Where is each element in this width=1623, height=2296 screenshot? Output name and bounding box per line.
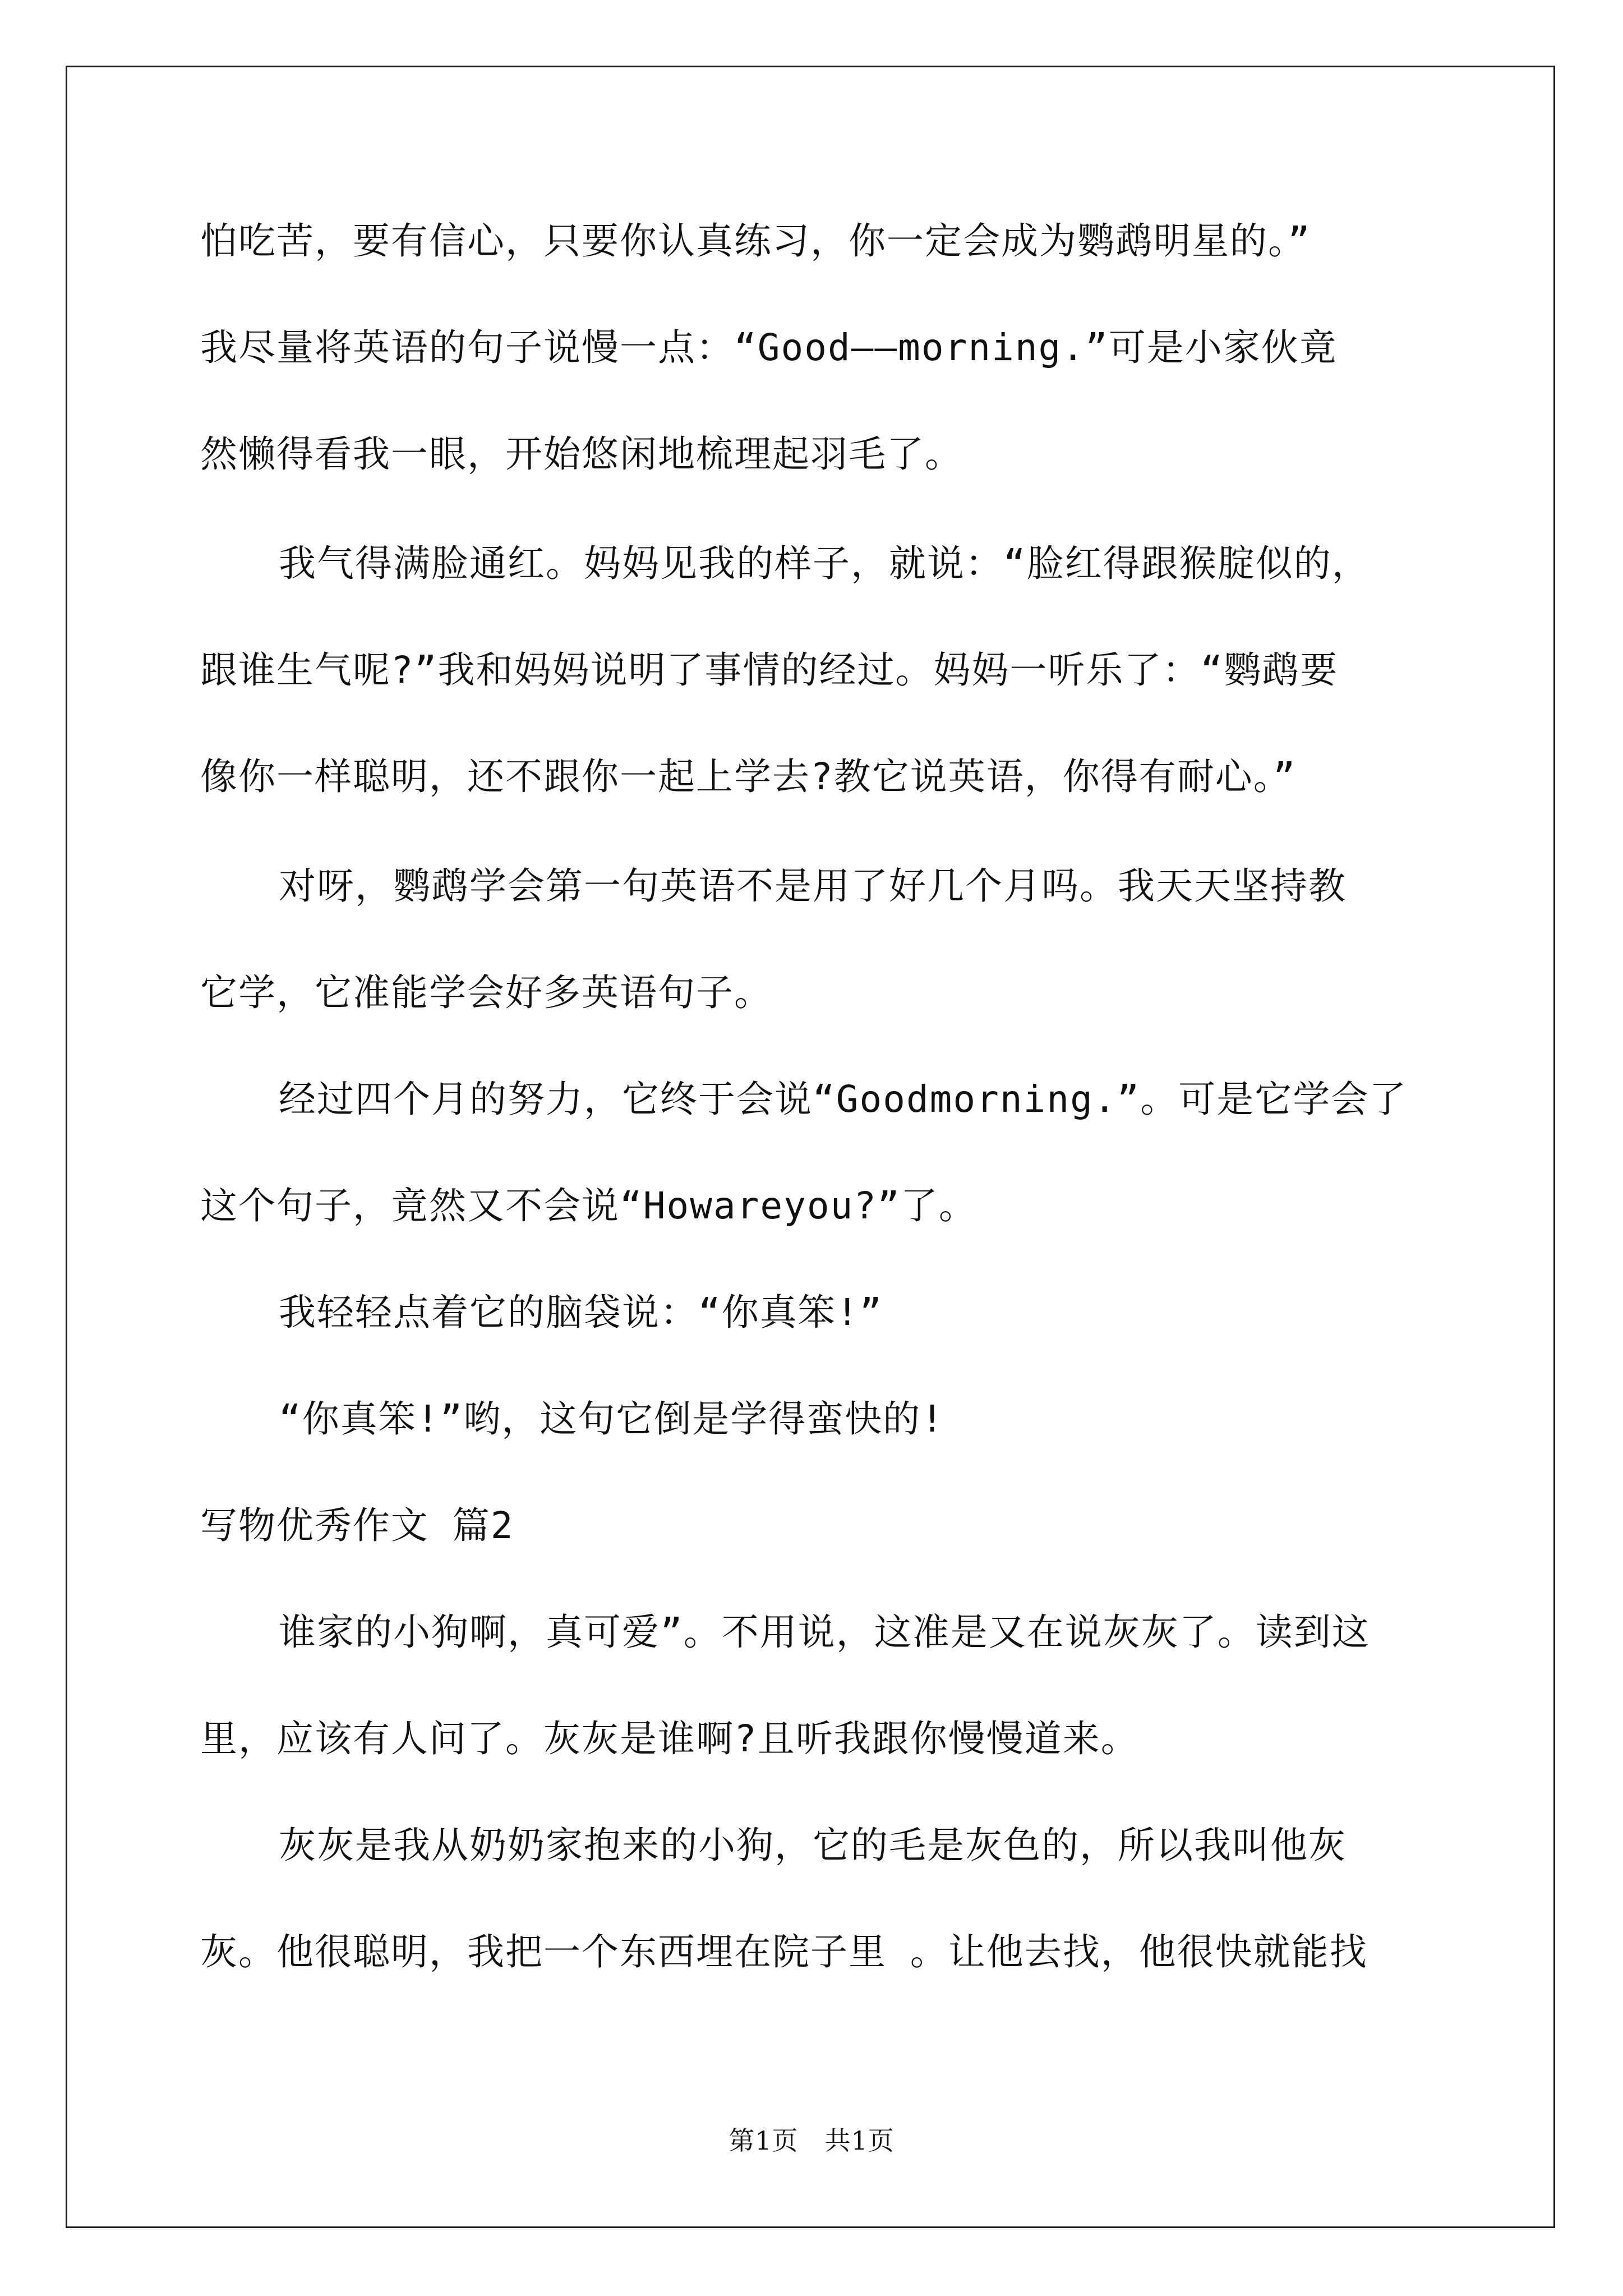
paragraph-line: 写物优秀作文 篇2 xyxy=(200,1504,514,1547)
paragraph-line: 对呀，鹦鹉学会第一句英语不是用了好几个月吗。我天天坚持教 xyxy=(279,864,1347,908)
page-total: 共1页 xyxy=(824,2125,895,2156)
paragraph-line: 怕吃苦，要有信心，只要你认真练习，你一定会成为鹦鹉明星的。” xyxy=(200,219,1311,263)
paragraph-line: 这个句子，竟然又不会说“Howareyou?”了。 xyxy=(200,1184,977,1227)
paragraph-line: 它学，它准能学会好多英语句子。 xyxy=(200,971,772,1014)
page-footer xyxy=(0,2120,1623,2157)
page-number: 第1页 xyxy=(728,2125,799,2156)
page-border xyxy=(66,66,1555,2228)
paragraph-line: 谁家的小狗啊，真可爱”。不用说，这准是又在说灰灰了。读到这 xyxy=(279,1611,1370,1654)
paragraph-line: 我尽量将英语的句子说慢一点：“Good——morning.”可是小家伙竟 xyxy=(200,326,1338,369)
paragraph-line: “你真笨!”哟，这句它倒是学得蛮快的! xyxy=(279,1397,944,1441)
paragraph-line: 像你一样聪明，还不跟你一起上学去?教它说英语，你得有耐心。” xyxy=(200,755,1297,798)
paragraph-line: 灰灰是我从奶奶家抱来的小狗，它的毛是灰色的，所以我叫他灰 xyxy=(279,1824,1347,1867)
paragraph-line: 跟谁生气呢?”我和妈妈说明了事情的经过。妈妈一听乐了：“鹦鹉要 xyxy=(200,648,1339,692)
paragraph-line: 我轻轻点着它的脑袋说：“你真笨!” xyxy=(279,1291,883,1334)
paragraph-line: 灰。他很聪明，我把一个东西埋在院子里 。让他去找，他很快就能找 xyxy=(200,1930,1368,1973)
footer-spacer xyxy=(799,2125,825,2156)
paragraph-line: 经过四个月的努力，它终于会说“Goodmorning.”。可是它学会了 xyxy=(279,1078,1408,1121)
paragraph-line: 里，应该有人问了。灰灰是谁啊?且听我跟你慢慢道来。 xyxy=(200,1717,1139,1760)
paragraph-line: 我气得满脸通红。妈妈见我的样子，就说：“脸红得跟猴腚似的， xyxy=(279,542,1370,585)
paragraph-line: 然懒得看我一眼，开始悠闲地梳理起羽毛了。 xyxy=(200,432,963,476)
